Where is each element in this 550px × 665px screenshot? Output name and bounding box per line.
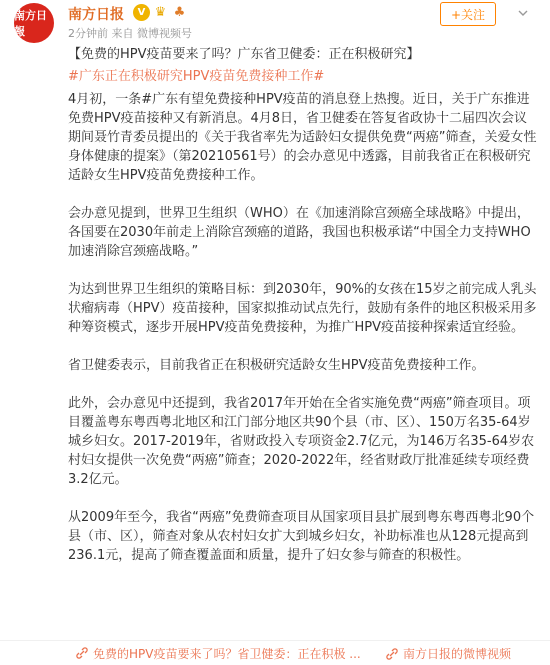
paragraph-3: 为达到世界卫生组织的策略目标：到2030年，90%的女孩在15岁之前完成人乳头状瘤病毒（HPV）疫苗接种，国家拟推动试点先行，鼓励有条件的地区积极采用多种筹资模式，逐步开展HPV疫苗免费接种，为推广HPV疫苗接种探索适宜经验。 bbox=[68, 282, 537, 335]
post-hashtag[interactable]: #广东正在积极研究HPV疫苗免费接种工作# bbox=[68, 69, 325, 84]
follow-button[interactable]: +关注 bbox=[440, 2, 496, 26]
avatar[interactable] bbox=[14, 3, 54, 43]
link-icon bbox=[75, 646, 89, 660]
avatar-logo-text: 南方日報 bbox=[14, 9, 47, 38]
post-meta: 2分钟前 来自 微博视频号 bbox=[68, 27, 192, 40]
source-link[interactable] bbox=[385, 645, 511, 662]
paragraph-6: 从2009年至今，我省“两癌”免费筛查项目从国家项目县扩展到粤东粤西粤北90个县（市、区），筛查对象从农村妇女扩大到城乡妇女，补助标准也从128元提高到236.1元，提高了筛查覆盖面和质量，提升了妇女参与筛查的积极性。 bbox=[68, 510, 535, 563]
verified-v-icon: V bbox=[133, 4, 150, 21]
user-name[interactable]: 南方日报 bbox=[68, 7, 124, 23]
link-icon bbox=[385, 647, 399, 661]
crown-icon: ♛ bbox=[152, 4, 169, 21]
paragraph-1: 4月初，一条#广东有望免费接种HPV疫苗的消息登上热搜。近日，关于广东推进免费HPV疫苗接种又有新消息。4月8日，省卫健委在答复省政协十二届四次会议期间聂竹青委员提出的《关于我省率先为适龄妇女提供免费“两癌”筛查，关爱女性身体健康的提案》（第20210561号）的会办意见中透露，目前我省正在积极研究适龄女生HPV疫苗免费接种工作。 bbox=[68, 92, 537, 183]
paragraph-2: 会办意见提到，世界卫生组织（WHO）在《加速消除宫颈癌全球战略》中提出，各国要在2030年前走上消除宫颈癌的道路，我国也积极承诺“中国全力支持WHO加速消除宫颈癌战略。” bbox=[68, 206, 531, 259]
video-link[interactable]: 免费的HPV疫苗要来了吗？省卫健委：正在积极 ... bbox=[93, 646, 361, 661]
post-content bbox=[68, 44, 540, 565]
source-link-label: 南方日报的微博视频 bbox=[403, 647, 512, 661]
paragraph-4: 省卫健委表示，目前我省正在积极研究适龄女生HPV疫苗免费接种工作。 bbox=[68, 358, 485, 373]
paragraph-5: 此外，会办意见中还提到，我省2017年开始在全省实施免费“两癌”筛查项目。项目覆盖粤东粤西粤北地区和江门部分地区共90个县（市、区）、150万名35-64岁城乡妇女。2017-2019年，省财政投入专项资金2.7亿元，为146万名35-64岁农村妇女提供一次免费“两癌”筛查；2020-2022年，经省财政厅批准延续专项经费3.2亿元。 bbox=[68, 396, 535, 487]
post-title: 【免费的HPV疫苗要来了吗？广东省卫健委：正在积极研究】 bbox=[68, 47, 420, 62]
post-header bbox=[0, 0, 550, 44]
user-badges bbox=[133, 4, 188, 21]
post-footer bbox=[0, 640, 550, 665]
chevron-down-icon[interactable] bbox=[518, 8, 528, 18]
leaf-icon: ♣ bbox=[171, 4, 188, 21]
